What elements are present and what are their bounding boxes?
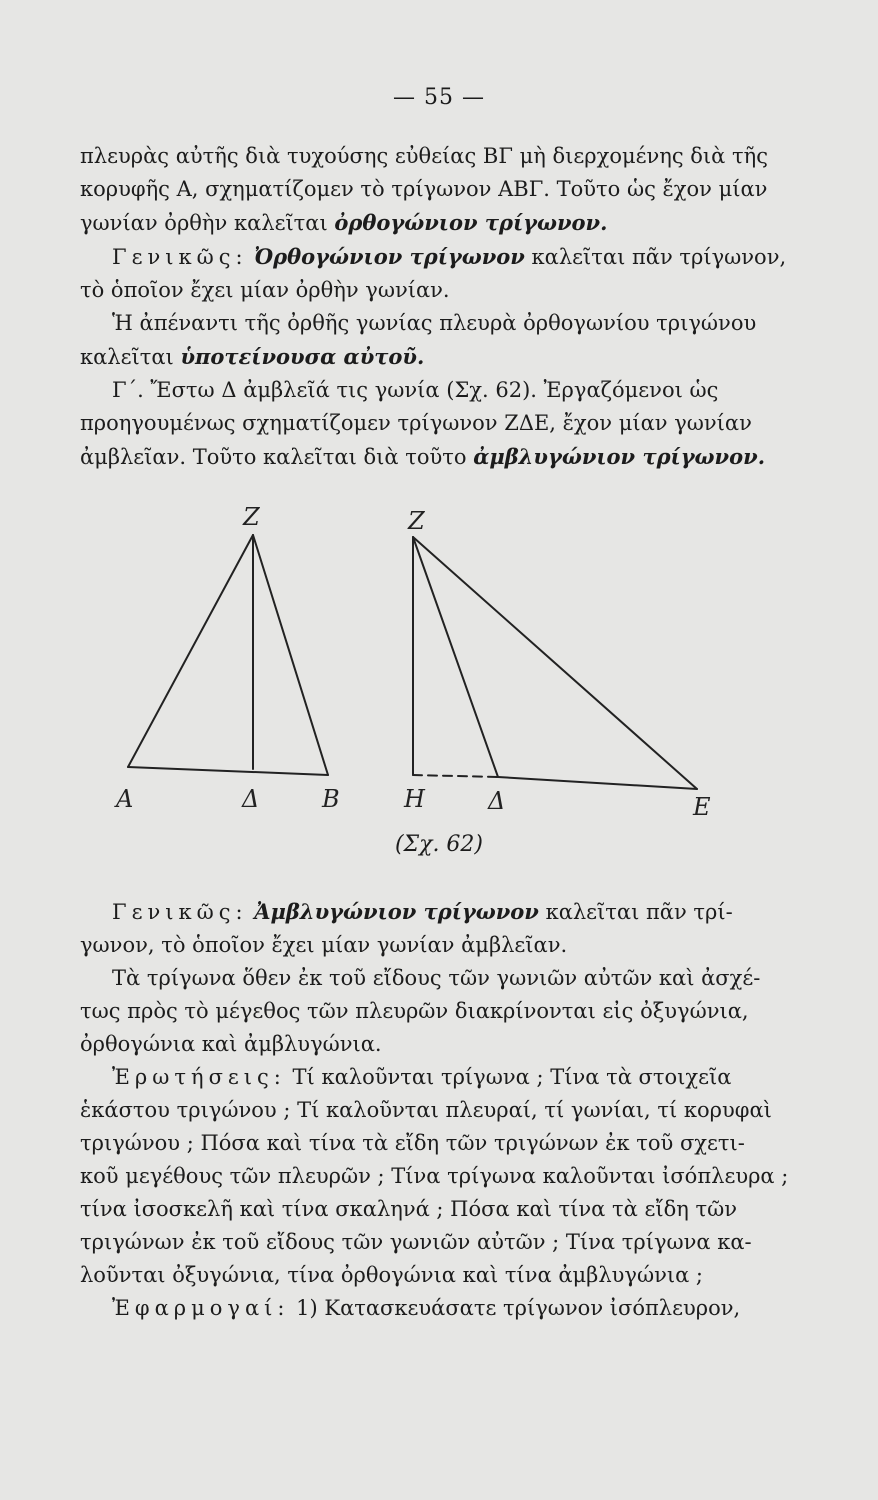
generally-label: Γενικῶς: xyxy=(112,900,248,924)
term-right-triangle: ὀρθογώνιον τρίγωνον. xyxy=(334,210,608,235)
text-line xyxy=(80,440,820,474)
figure-62 xyxy=(100,505,740,825)
text-line: τριγώνου ; Πόσα καὶ τίνα τὰ εἴδη τῶν τριγώνων ἐκ τοῦ σχετι- xyxy=(80,1131,745,1155)
term-obtuse-triangle: ἀμβλυγώνιον τρίγωνον. xyxy=(473,444,766,469)
left-label-z: Ζ xyxy=(243,505,260,531)
text-fragment: καλεῖται πᾶν τρίγωνον, xyxy=(524,245,787,269)
term-right-triangle-def: Ὀρθογώνιον τρίγωνον xyxy=(254,244,525,269)
right-triangle-extension-hd xyxy=(413,775,498,777)
applications-label: Ἐφαρμογαί: xyxy=(112,1296,290,1320)
questions-label: Ἐρωτήσεις: xyxy=(112,1065,286,1089)
text-line: κορυφῆς Α, σχηματίζομεν τὸ τρίγωνον ΑΒΓ. Τοῦτο ὡς ἔχον μίαν xyxy=(80,177,768,201)
text-line: ὀρθογώνια καὶ ἀμβλυγώνια. xyxy=(80,1032,382,1056)
lower-text xyxy=(80,895,820,1325)
right-label-e: Ε xyxy=(693,793,711,821)
left-triangle-side-zb xyxy=(253,535,328,775)
text-line: προηγουμένως σχηματίζομεν τρίγωνον ΖΔΕ, ἔχον μίαν γωνίαν xyxy=(80,411,752,435)
figure-62-drawing xyxy=(100,505,740,825)
text-line: Ἡ ἀπέναντι τῆς ὀρθῆς γωνίας πλευρὰ ὀρθογωνίου τριγώνου xyxy=(112,311,757,335)
page-number: — 55 — xyxy=(393,85,485,110)
text-fragment: γωνίαν ὀρθὴν καλεῖται xyxy=(80,211,335,235)
left-label-b: Β xyxy=(322,785,340,813)
left-triangle-side-za xyxy=(128,535,253,767)
text-line: πλευρὰς αὐτῆς διὰ τυχούσης εὐθείας ΒΓ μὴ διερχομένης διὰ τῆς xyxy=(80,144,768,168)
text-line: τως πρὸς τὸ μέγεθος τῶν πλευρῶν διακρίνονται εἰς ὀξυγώνια, xyxy=(80,999,749,1023)
left-label-d: Δ xyxy=(242,785,260,813)
right-triangle-side-zd xyxy=(413,537,498,777)
left-triangle-base-ab xyxy=(128,767,328,775)
definition-right-line xyxy=(80,240,820,274)
text-line: γωνον, τὸ ὁποῖον ἔχει μίαν γωνίαν ἀμβλεῖαν. xyxy=(80,933,568,957)
text-line xyxy=(80,206,820,240)
right-label-h: Η xyxy=(404,785,425,813)
text-line: τὸ ὁποῖον ἔχει μίαν ὀρθὴν γωνίαν. xyxy=(80,278,450,302)
text-line: κοῦ μεγέθους τῶν πλευρῶν ; Τίνα τρίγωνα καλοῦνται ἰσόπλευρα ; xyxy=(80,1164,789,1188)
text-line: ἑκάστου τριγώνου ; Τί καλοῦνται πλευραί, τί γωνίαι, τί κορυφαὶ xyxy=(80,1098,772,1122)
text-fragment: καλεῖται πᾶν τρί- xyxy=(538,900,733,924)
text-line xyxy=(80,340,820,374)
text-line: τίνα ἰσοσκελῆ καὶ τίνα σκαληνά ; Πόσα καὶ τίνα τὰ εἴδη τῶν xyxy=(80,1197,738,1221)
definition-obtuse-line xyxy=(80,895,820,929)
text-line: Γ΄. Ἔστω Δ ἀμβλεῖά τις γωνία (Σχ. 62). Ἐργαζόμενοι ὡς xyxy=(112,378,719,402)
text-fragment: ἀμβλεῖαν. Τοῦτο καλεῖται διὰ τοῦτο xyxy=(80,445,474,469)
right-triangle-side-ze xyxy=(413,537,697,789)
figure-caption: (Σχ. 62) xyxy=(394,832,484,857)
text-line: τριγώνων ἐκ τοῦ εἴδους τῶν γωνιῶν αὐτῶν ; Τίνα τρίγωνα κα- xyxy=(80,1230,752,1254)
text-line: Τὰ τρίγωνα ὅθεν ἐκ τοῦ εἴδους τῶν γωνιῶν αὐτῶν καὶ ἀσχέ- xyxy=(112,966,761,990)
right-label-d: Δ xyxy=(488,787,506,815)
term-hypotenuse: ὑποτείνουσα αὐτοῦ. xyxy=(180,344,425,369)
left-label-a: Α xyxy=(116,785,134,813)
text-line: λοῦνται ὀξυγώνια, τίνα ὀρθογώνια καὶ τίνα ἀμβλυγώνια ; xyxy=(80,1263,703,1287)
text-fragment: 1) Κατασκευάσατε τρίγωνον ἰσόπλευρον, xyxy=(289,1296,741,1320)
right-triangle-base-de xyxy=(498,777,697,789)
text-fragment: Τί καλοῦνται τρίγωνα ; Τίνα τὰ στοιχεῖα xyxy=(285,1065,732,1089)
generally-label: Γενικῶς: xyxy=(112,245,248,269)
questions-line xyxy=(80,1061,820,1094)
text-fragment: καλεῖται xyxy=(80,345,181,369)
top-paragraph xyxy=(80,140,820,474)
right-label-z: Ζ xyxy=(408,507,425,535)
applications-line xyxy=(80,1292,820,1325)
term-obtuse-triangle-def: Ἀμβλυγώνιον τρίγωνον xyxy=(254,899,539,924)
